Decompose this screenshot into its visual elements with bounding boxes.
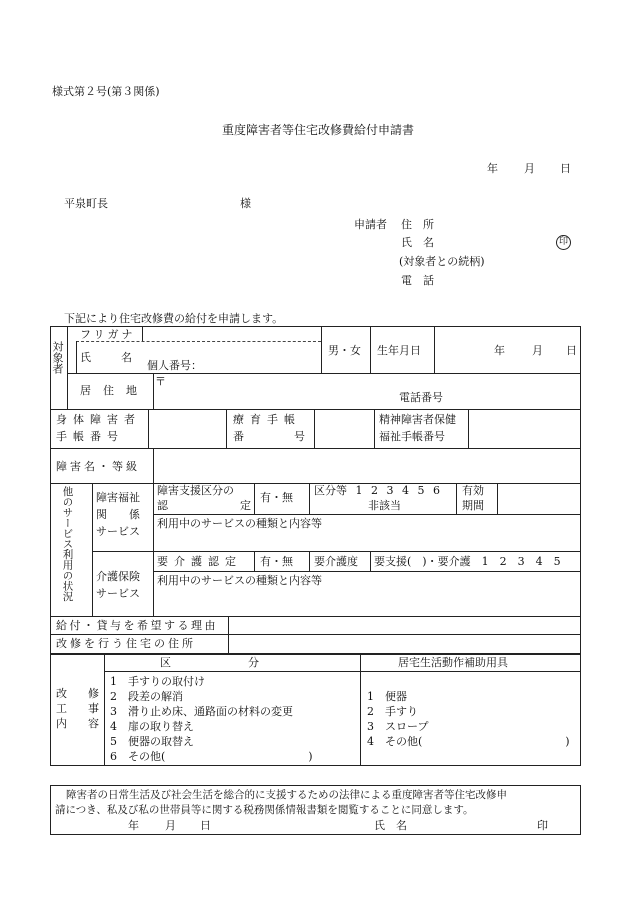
welfare-in-use-label: 利用中のサービスの種類と内容等 xyxy=(157,517,322,530)
other-services-group-label: 他のサービス利用の状況 xyxy=(61,486,74,602)
gender-option[interactable]: 男・女 xyxy=(328,344,361,357)
consent-year: 年 xyxy=(128,819,139,832)
furigana-label: フリガナ xyxy=(80,328,136,341)
renovation-group-label-2: 修 xyxy=(88,687,99,700)
residence-label: 居住地 xyxy=(80,384,149,397)
form-number: 様式第２号(第３関係) xyxy=(52,85,160,98)
care-in-use-label: 利用中のサービスの種類と内容等 xyxy=(157,574,322,587)
birth-year: 年 xyxy=(494,344,505,357)
renovation-item[interactable]: 6 その他( ) xyxy=(110,750,313,763)
house-address-label: 改修を行う住宅の住所 xyxy=(56,637,196,650)
table-rule xyxy=(142,326,143,341)
assistive-devices-header: 居宅生活動作補助用具 xyxy=(398,656,508,669)
consent-text-line-2: 請につき、私及び私の世帯員等に関する税務関係情報書類を閲覧することに同意します。 xyxy=(55,804,474,816)
addressee-name: 平泉町長 xyxy=(64,197,108,210)
assistive-device-item[interactable]: 2 手すり xyxy=(367,705,418,718)
assistive-device-item[interactable]: 4 その他( ) xyxy=(367,735,570,748)
applicant-name-label: 氏 名 xyxy=(401,236,434,249)
table-rule xyxy=(50,409,581,410)
support-cert-label-1: 障害支援区分の xyxy=(157,484,234,497)
table-rule xyxy=(67,326,68,409)
support-cert-label-2a: 認 xyxy=(157,499,168,512)
assistive-device-item[interactable]: 3 スロープ xyxy=(367,720,429,733)
table-rule xyxy=(254,483,255,514)
renovation-group-label-5: 内 xyxy=(56,717,67,730)
consent-month: 月 xyxy=(165,819,176,832)
renovation-item[interactable]: 3 滑り止め床、通路面の材料の変更 xyxy=(110,705,293,718)
table-rule xyxy=(434,326,435,373)
renovation-category-header: 区 分 xyxy=(160,656,259,669)
renovation-group-label-4: 事 xyxy=(88,702,99,715)
table-rule xyxy=(468,409,469,448)
valid-period-label-1: 有効 xyxy=(462,484,484,497)
date-day: 日 xyxy=(560,162,571,175)
table-rule xyxy=(76,341,321,342)
table-rule xyxy=(153,373,154,409)
table-rule xyxy=(321,326,322,373)
renovation-item[interactable]: 1 手すりの取付け xyxy=(110,675,205,688)
support-cert-yes-no[interactable]: 有・無 xyxy=(260,491,293,504)
care-label-2: サービス xyxy=(96,587,140,600)
table-rule xyxy=(67,373,581,374)
welfare-label-1: 障害福祉 xyxy=(96,491,140,504)
disability-label: 障害名・等級 xyxy=(56,460,140,473)
table-rule xyxy=(226,409,227,448)
reason-label: 給付・貸与を希望する理由 xyxy=(56,619,218,632)
consent-seal: 印 xyxy=(537,819,548,832)
table-rule xyxy=(153,571,581,572)
welfare-label-2: 関係 xyxy=(96,508,162,521)
assistive-device-item[interactable]: 1 便器 xyxy=(367,690,407,703)
care-label-1: 介護保険 xyxy=(96,570,140,583)
support-not-applicable[interactable]: 非該当 xyxy=(368,499,401,512)
consent-text-line-1: 障害者の日常生活及び社会生活を総合的に支援するための法律による重度障害者等住宅改修申 xyxy=(66,789,507,801)
table-rule xyxy=(148,409,149,448)
applicant-address-label: 住 所 xyxy=(401,218,434,231)
date-year: 年 xyxy=(487,162,498,175)
intro-text: 下記により住宅改修費の給付を申請します。 xyxy=(64,312,284,325)
welfare-label-3: サービス xyxy=(96,525,140,538)
mental-handbook-label-2: 福祉手帳番号 xyxy=(379,430,445,443)
subject-group-label: 対象者 xyxy=(51,341,64,374)
date-month: 月 xyxy=(524,162,535,175)
care-level-options[interactable]: 要支援( )・要介護 1 2 3 4 5 xyxy=(374,555,561,568)
care-level-label: 要介護度 xyxy=(314,555,358,568)
support-class-options[interactable]: 区分等 1 2 3 4 5 6 xyxy=(314,484,440,497)
table-rule xyxy=(309,551,310,571)
physical-handbook-label-1: 身体障害者 xyxy=(56,413,141,426)
consent-name-label: 氏 名 xyxy=(374,819,407,832)
birth-label: 生年月日 xyxy=(377,344,421,357)
renovation-item[interactable]: 4 扉の取り替え xyxy=(110,720,194,733)
table-rule xyxy=(153,448,154,483)
care-cert-yes-no[interactable]: 有・無 xyxy=(260,555,293,568)
support-cert-label-2b: 定 xyxy=(240,499,251,512)
renovation-item[interactable]: 2 段差の解消 xyxy=(110,690,183,703)
applicant-seal: 印 xyxy=(556,235,571,250)
birth-month: 月 xyxy=(532,344,543,357)
phone-label: 電話番号 xyxy=(399,391,443,404)
table-rule xyxy=(254,551,255,571)
mental-handbook-label-1: 精神障害者保健 xyxy=(379,413,456,426)
table-rule xyxy=(104,671,581,672)
document-title: 重度障害者等住宅改修費給付申請書 xyxy=(222,123,415,137)
table-rule xyxy=(153,514,581,515)
consent-day: 日 xyxy=(200,819,211,832)
table-rule xyxy=(497,483,498,514)
applicant-label: 申請者 xyxy=(354,218,387,231)
applicant-phone-label: 電 話 xyxy=(401,274,434,287)
name-label: 氏名 xyxy=(80,351,162,364)
table-rule xyxy=(370,326,371,373)
table-rule xyxy=(50,634,581,635)
addressee-suffix: 様 xyxy=(240,197,251,210)
postal-mark: 〒 xyxy=(155,375,166,388)
ryoiku-handbook-label-1: 療育手帳 xyxy=(233,413,301,426)
table-rule xyxy=(370,551,371,571)
valid-period-label-2: 期間 xyxy=(462,499,484,512)
care-cert-label: 要介護認定 xyxy=(157,555,242,568)
table-rule xyxy=(76,341,77,373)
table-rule xyxy=(153,483,154,616)
ryoiku-handbook-label-2: 番号 xyxy=(233,430,355,443)
renovation-item[interactable]: 5 便器の取替え xyxy=(110,735,194,748)
renovation-group-label-3: 工 xyxy=(56,702,67,715)
table-rule xyxy=(92,551,581,552)
physical-handbook-label-2: 手帳番号 xyxy=(56,430,124,443)
table-rule xyxy=(50,448,581,449)
renovation-group-label-1: 改 xyxy=(56,687,67,700)
table-rule xyxy=(228,616,229,654)
personal-number-label: 個人番号： xyxy=(147,359,202,372)
table-rule xyxy=(374,409,375,448)
birth-day: 日 xyxy=(566,344,577,357)
applicant-relation-label: (対象者との続柄) xyxy=(399,255,485,268)
table-rule xyxy=(309,483,310,514)
table-rule xyxy=(50,616,581,617)
table-rule xyxy=(456,483,457,514)
renovation-group-label-6: 容 xyxy=(88,717,99,730)
table-rule xyxy=(92,483,93,616)
